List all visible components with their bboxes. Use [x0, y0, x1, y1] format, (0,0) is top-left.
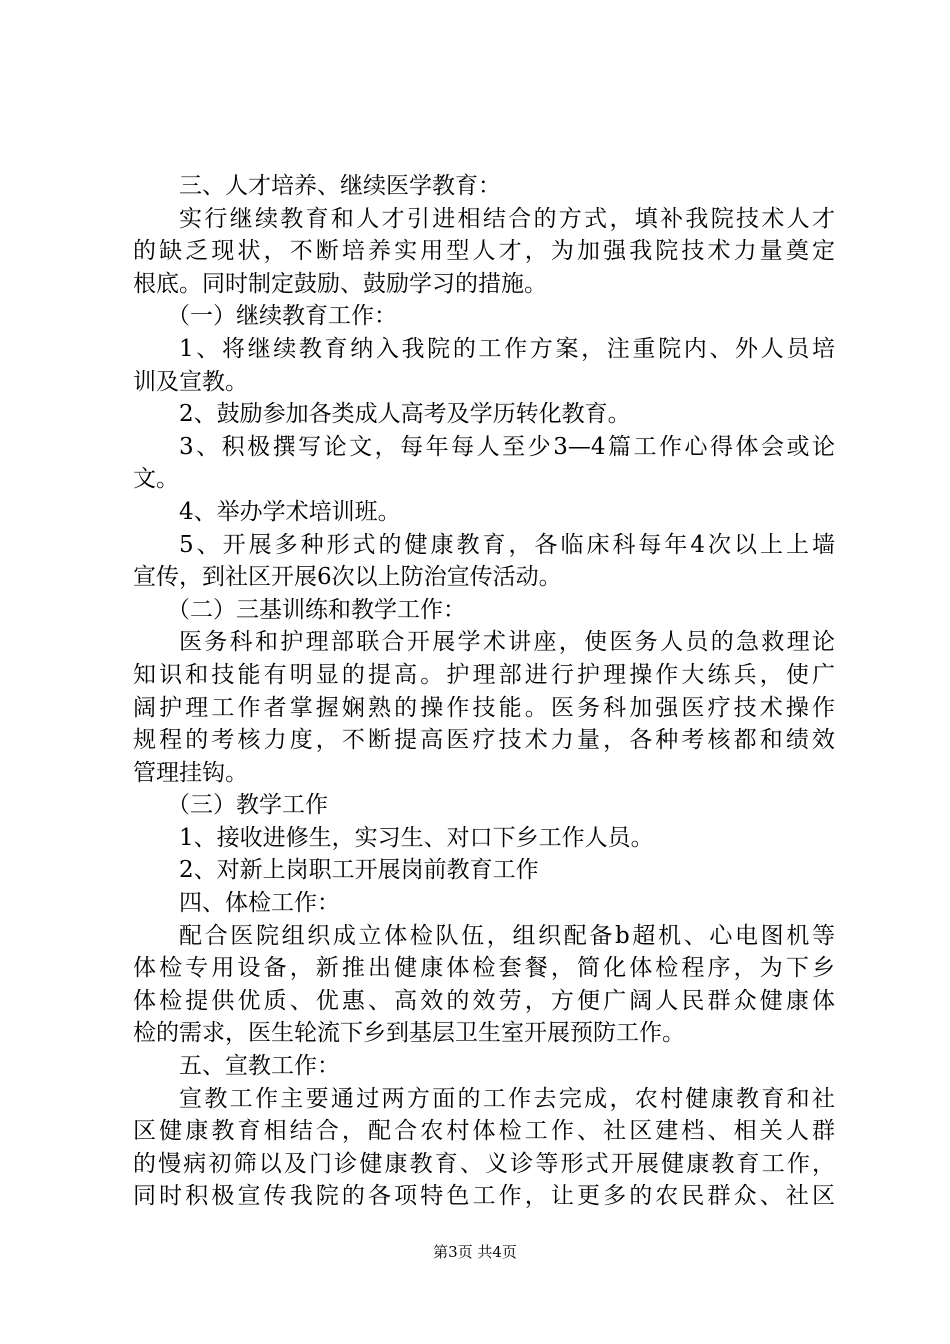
page-number: 第3页 共4页	[433, 1243, 517, 1261]
text-line: 1、将继续教育纳入我院的工作方案，注重院内、外人员培	[179, 335, 835, 362]
text-line: （一）继续教育工作：	[167, 303, 397, 330]
text-line: 2、对新上岗职工开展岗前教育工作	[179, 857, 539, 884]
text-line: 5、开展多种形式的健康教育，各临床科每年4次以上上墙	[179, 531, 835, 558]
text-line: 知识和技能有明显的提高。护理部进行护理操作大练兵，使广	[133, 661, 835, 688]
text-line: 宣传，到社区开展6次以上防治宣传活动。	[133, 564, 562, 591]
text-line: 的缺乏现状，不断培养实用型人才，为加强我院技术力量奠定	[133, 238, 835, 265]
text-line: 同时积极宣传我院的各项特色工作，让更多的农民群众、社区	[133, 1183, 835, 1210]
text-line: 根底。同时制定鼓励、鼓励学习的措施。	[133, 270, 547, 297]
text-line: 2、鼓励参加各类成人高考及学历转化教育。	[179, 401, 631, 428]
text-line: 3、积极撰写论文，每年每人至少3—4篇工作心得体会或论	[179, 433, 835, 460]
text-line: 宣教工作主要通过两方面的工作去完成，农村健康教育和社	[179, 1085, 835, 1112]
text-line: 管理挂钩。	[133, 759, 248, 786]
text-line: 4、举办学术培训班。	[179, 498, 401, 525]
text-line: （二）三基训练和教学工作：	[167, 596, 466, 623]
text-line: 三、人才培养、继续医学教育：	[179, 173, 501, 199]
text-line: 阔护理工作者掌握娴熟的操作技能。医务科加强医疗技术操作	[133, 694, 835, 721]
text-line: 检的需求，医生轮流下乡到基层卫生室开展预防工作。	[133, 1020, 685, 1047]
text-line: 训及宣教。	[133, 368, 248, 395]
text-line: 文。	[133, 466, 179, 493]
document-body	[133, 170, 835, 1213]
text-line: 五、宣教工作：	[179, 1053, 340, 1080]
text-line: 配合医院组织成立体检队伍，组织配备b超机、心电图机等	[179, 922, 835, 949]
text-line: 医务科和护理部联合开展学术讲座，使医务人员的急救理论	[179, 629, 835, 656]
text-line: 规程的考核力度，不断提高医疗技术力量，各种考核都和绩效	[133, 727, 835, 754]
page-footer	[0, 1242, 950, 1262]
text-line: 体检专用设备，新推出健康体检套餐，简化体检程序，为下乡	[133, 955, 835, 982]
text-line: 的慢病初筛以及门诊健康教育、义诊等形式开展健康教育工作，	[133, 1150, 835, 1177]
text-line: 四、体检工作：	[179, 890, 340, 917]
text-line: 区健康教育相结合，配合农村体检工作、社区建档、相关人群	[133, 1118, 835, 1145]
text-line: 1、接收进修生，实习生、对口下乡工作人员。	[179, 824, 654, 851]
text-line: （三）教学工作	[167, 792, 328, 819]
text-line: 实行继续教育和人才引进相结合的方式，填补我院技术人才	[179, 205, 835, 232]
text-line: 体检提供优质、优惠、高效的效劳，方便广阔人民群众健康体	[133, 987, 835, 1014]
